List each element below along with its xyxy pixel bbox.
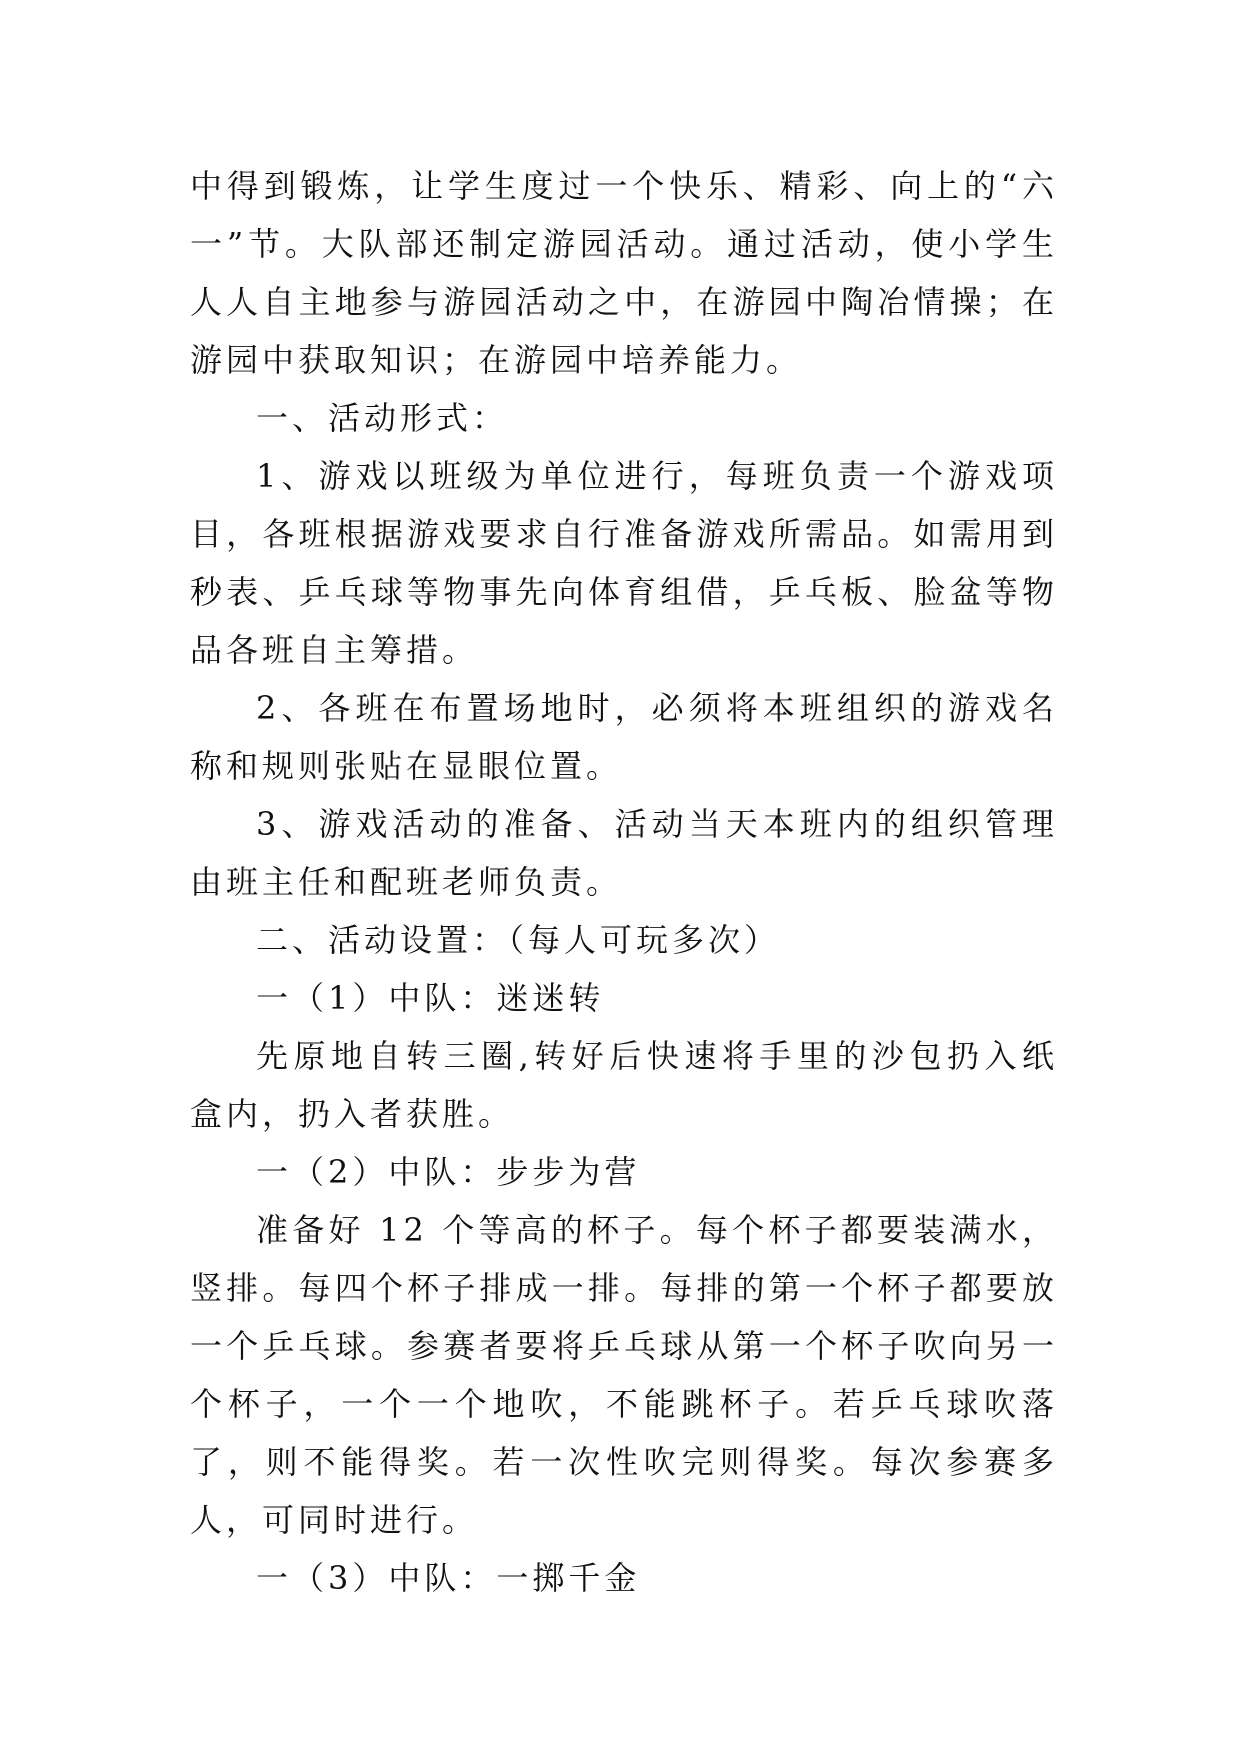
game-title-2: 一（2）中队：步步为营 (256, 1153, 641, 1191)
paragraph-intro: 中得到锻炼，让学生度过一个快乐、精彩、向上的“六一”节。大队部还制定游园活动。通过活动，使小学生人人自主地参与游园活动之中，在游园中陶冶情操；在游园中获取知识；在游园中培养能力。 (190, 167, 1058, 379)
heading-activity-setup: 二、活动设置：（每人可玩多次） (256, 921, 781, 959)
heading-activity-form: 一、活动形式： (256, 399, 509, 437)
document-body (190, 157, 1058, 1607)
game-title-1: 一（1）中队：迷迷转 (256, 979, 605, 1017)
game-description-1: 先原地自转三圈,转好后快速将手里的沙包扔入纸盒内，扔入者获胜。 (190, 1037, 1058, 1133)
rule-item-1: 1、游戏以班级为单位进行，每班负责一个游戏项目，各班根据游戏要求自行准备游戏所需品。如需用到秒表、乒乓球等物事先向体育组借，乒乓板、脸盆等物品各班自主筹措。 (190, 457, 1058, 669)
rule-item-3: 3、游戏活动的准备、活动当天本班内的组织管理由班主任和配班老师负责。 (190, 805, 1058, 901)
rule-item-2: 2、各班在布置场地时，必须将本班组织的游戏名称和规则张贴在显眼位置。 (190, 689, 1058, 785)
game-description-2: 准备好 12 个等高的杯子。每个杯子都要装满水，竖排。每四个杯子排成一排。每排的第一个杯子都要放一个乒乓球。参赛者要将乒乓球从第一个杯子吹向另一个杯子，一个一个地吹，不能跳杯子。若乒乓球吹落了，则不能得奖。若一次性吹完则得奖。每次参赛多人，可同时进行。 (190, 1211, 1058, 1539)
game-title-3: 一（3）中队：一掷千金 (256, 1559, 641, 1597)
